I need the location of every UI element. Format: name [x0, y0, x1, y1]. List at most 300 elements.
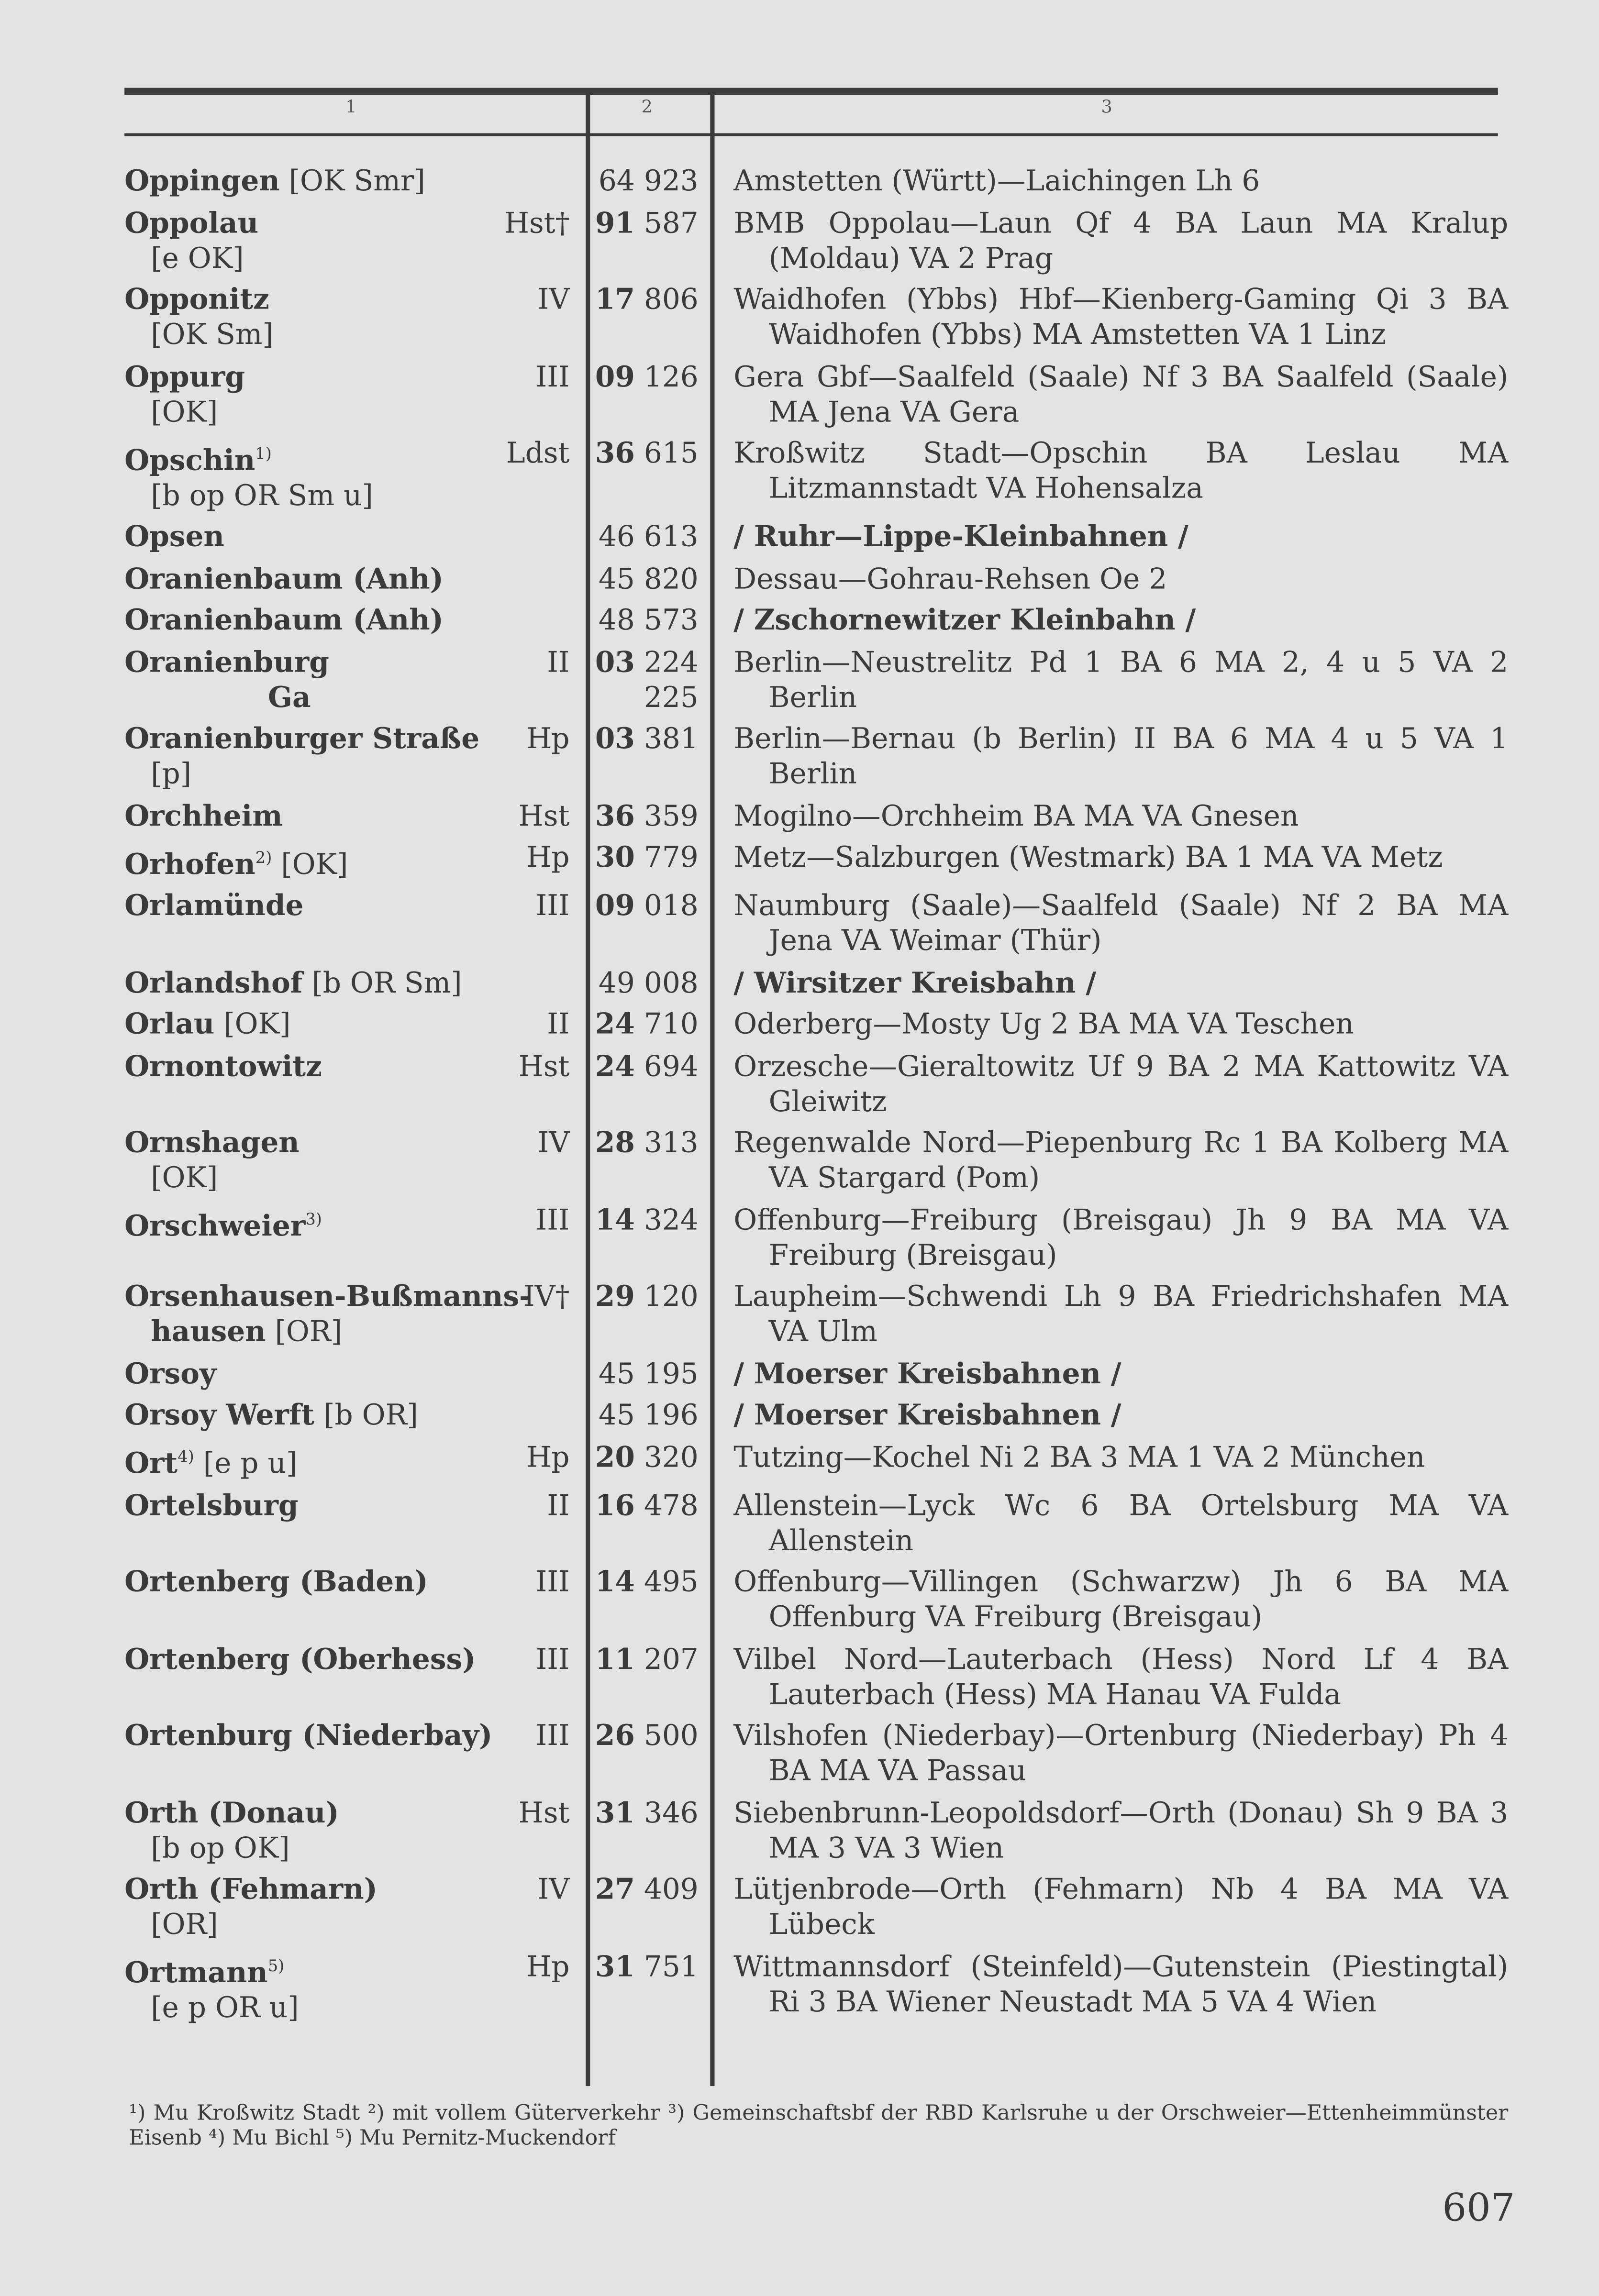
station-name-line [124, 1356, 216, 1390]
station-number-cell [581, 1356, 710, 1391]
route-cell [710, 840, 1508, 882]
station-number-suffix: 495 [644, 1565, 699, 1599]
station-name: Ornshagen [124, 1126, 300, 1159]
station-number-cell [581, 645, 710, 715]
station-number-cell [581, 1126, 710, 1196]
station-number-suffix: 018 [644, 888, 699, 923]
station-class: III [535, 359, 570, 393]
station-name: Opponitz [124, 282, 269, 317]
station-number-cell [581, 1007, 710, 1042]
table-row [124, 645, 1508, 715]
station-note: [e p u] [203, 1446, 298, 1480]
route-description: Waidhofen (Ybbs) Hbf—Kienberg-Gaming Qi 3 BA Waidhofen (Ybbs) MA Amstetten VA 1 Linz [733, 282, 1509, 352]
route-cell [710, 1565, 1508, 1635]
station-sub-line [124, 478, 581, 513]
station-name-line [124, 519, 224, 553]
route-description: Kroßwitz Stadt—Opschin BA Leslau MA Litzmannstadt VA Hohensalza [733, 436, 1509, 505]
station-class: III [535, 1642, 570, 1676]
station-cell [124, 603, 581, 638]
station-name-line [124, 1565, 428, 1599]
station-name-line [124, 847, 348, 880]
station-number-suffix: 196 [644, 1398, 699, 1432]
table-row [124, 965, 1508, 1000]
route-description: Wittmannsdorf (Steinfeld)—Gutenstein (Piestingtal) Ri 3 BA Wiener Neustadt MA 5 VA 4 Wien [733, 1949, 1509, 2018]
station-name: Orchheim [124, 798, 283, 832]
station-number [595, 436, 699, 470]
station-cell [124, 164, 581, 199]
station-number-prefix: 64 [598, 164, 635, 198]
table-row [124, 164, 1508, 199]
station-name-line [124, 443, 272, 476]
station-number-cell [581, 840, 710, 882]
station-name-line [124, 283, 269, 316]
table-row [124, 1398, 1508, 1433]
route-cell [710, 519, 1508, 554]
route-description: Naumburg (Saale)—Saalfeld (Saale) Nf 2 BA MA Jena VA Weimar (Thür) [733, 888, 1509, 958]
station-number-cell [581, 1565, 710, 1635]
route-cell [710, 798, 1508, 833]
station-number [595, 1203, 699, 1236]
station-name: Ortenburg (Niederbay) [124, 1718, 493, 1753]
station-sub-line [124, 757, 581, 792]
station-number-prefix: 09 [595, 888, 635, 923]
table-row [124, 1796, 1508, 1866]
station-number-suffix: 779 [644, 840, 699, 874]
table-row [124, 562, 1508, 596]
route-cell [710, 436, 1508, 513]
station-name-line [124, 722, 479, 755]
table-row [124, 1565, 1508, 1635]
route-cell [710, 164, 1508, 199]
station-number-cell [581, 283, 710, 353]
station-number [595, 798, 699, 832]
route-description: Gera Gbf—Saalfeld (Saale) Nf 3 BA Saalfeld (Saale) MA Jena VA Gera [733, 359, 1509, 429]
station-number-prefix: 11 [595, 1642, 635, 1676]
table-row [124, 1949, 1508, 2026]
station-note: [b OR Sm] [311, 965, 462, 999]
station-number-cell [581, 1049, 710, 1119]
station-cell [124, 1488, 581, 1558]
route-cell [710, 1642, 1508, 1712]
station-name: Orth (Donau) [124, 1795, 339, 1829]
station-number-prefix: 17 [595, 282, 635, 317]
station-name: Orhofen [124, 847, 255, 881]
station-name: Ort [124, 1446, 178, 1480]
station-note: [OK Sm] [151, 318, 274, 352]
station-number-suffix: 324 [644, 1203, 699, 1236]
station-number-cell [581, 436, 710, 513]
table-row [124, 1872, 1508, 1943]
table-row [124, 283, 1508, 353]
station-note: [OK] [223, 1007, 291, 1041]
station-number-prefix: 91 [595, 205, 635, 240]
station-cell [124, 722, 581, 792]
station-sub-line [124, 1908, 581, 1943]
top-rule [124, 88, 1498, 95]
station-name: Ornontowitz [124, 1049, 322, 1083]
station-number-prefix: 09 [595, 359, 635, 393]
station-number [595, 722, 699, 755]
station-number [595, 1949, 699, 1983]
station-name-line [124, 1956, 284, 1989]
station-number-suffix: 381 [644, 721, 699, 756]
route-description: / Wirsitzer Kreisbahn / [733, 965, 1097, 999]
station-cell [124, 1565, 581, 1635]
station-number [595, 1565, 699, 1599]
route-description: Tutzing—Kochel Ni 2 BA 3 MA 1 VA 2 München [733, 1439, 1425, 1474]
footnote-ref: 1) [255, 443, 272, 463]
station-name: Oppingen [124, 164, 280, 198]
route-cell [710, 1126, 1508, 1196]
station-number [595, 1796, 699, 1829]
station-number-prefix: 14 [595, 1565, 635, 1599]
station-number-suffix: 806 [644, 282, 699, 317]
footnote-ref: 2) [255, 847, 272, 867]
route-description: Offenburg—Villingen (Schwarzw) Jh 6 BA MA Offenburg VA Freiburg (Breisgau) [733, 1565, 1509, 1634]
station-number [595, 1049, 699, 1082]
station-class: III [535, 888, 570, 923]
station-cell [124, 1280, 581, 1350]
route-cell [710, 206, 1508, 276]
station-name-line [124, 645, 329, 678]
station-name: Oranienburger Straße [124, 721, 480, 756]
station-class: IV [537, 1872, 570, 1906]
station-class: III [535, 1565, 570, 1599]
station-cell [124, 645, 581, 715]
route-description: Amstetten (Württ)—Laichingen Lh 6 [733, 164, 1260, 198]
station-number-cell [581, 722, 710, 792]
station-sub-line [124, 1991, 581, 2026]
station-cell [124, 206, 581, 276]
station-name-line [124, 1007, 290, 1041]
route-cell [710, 889, 1508, 959]
route-description: Laupheim—Schwendi Lh 9 BA Friedrichshafen MA VA Ulm [733, 1279, 1509, 1348]
station-number-suffix-alt: 225 [644, 680, 699, 714]
station-name-line [124, 1398, 418, 1432]
station-class: Hp [526, 1439, 570, 1474]
station-cell [124, 283, 581, 353]
station-number-prefix: 31 [595, 1949, 635, 1983]
station-name: Orth (Fehmarn) [124, 1872, 378, 1906]
station-name: Orlandshof [124, 965, 303, 999]
station-name: Orlau [124, 1007, 215, 1041]
station-number-prefix: 24 [595, 1007, 635, 1041]
station-number-cell [581, 164, 710, 199]
station-class: II [547, 645, 570, 679]
station-number-cell [581, 1280, 710, 1350]
station-class: Hst [518, 1049, 570, 1083]
station-name-line [124, 1796, 339, 1829]
station-number-prefix: 26 [595, 1718, 635, 1753]
station-name-line [124, 206, 258, 239]
station-number [599, 1356, 699, 1390]
station-class: III [535, 1203, 570, 1236]
station-number-suffix: 573 [644, 603, 699, 637]
station-name-line [124, 359, 245, 393]
station-number-prefix: 24 [595, 1049, 635, 1083]
station-number-cell [581, 562, 710, 596]
station-number-prefix: 45 [598, 1356, 635, 1390]
station-note: [OK] [151, 1160, 218, 1195]
station-number [595, 1872, 699, 1906]
station-cell [124, 359, 581, 430]
station-note: [OK] [151, 394, 218, 429]
route-description: Oderberg—Mosty Ug 2 BA MA VA Teschen [733, 1007, 1354, 1041]
station-number-prefix: 49 [598, 965, 635, 999]
station-note: [OR] [275, 1314, 343, 1348]
table-row [124, 519, 1508, 554]
station-cell [124, 1049, 581, 1119]
station-number-cell [581, 1949, 710, 2026]
table-row [124, 889, 1508, 959]
route-cell [710, 722, 1508, 792]
station-class: Hst [518, 1795, 570, 1829]
column-header-2: 2 [641, 96, 653, 117]
table-row [124, 1280, 1508, 1350]
station-number [595, 840, 699, 874]
station-note: [p] [151, 757, 192, 791]
station-number [595, 1280, 699, 1313]
route-cell [710, 1488, 1508, 1558]
station-name-line [124, 1446, 297, 1480]
station-number-suffix: 359 [644, 798, 699, 832]
table-row [124, 359, 1508, 430]
route-description: Regenwalde Nord—Piepenburg Rc 1 BA Kolberg MA VA Stargard (Pom) [733, 1126, 1509, 1195]
station-cell [124, 889, 581, 959]
station-name-line [124, 1209, 322, 1243]
station-number-prefix: 14 [595, 1203, 635, 1236]
station-number [599, 164, 699, 198]
station-number [599, 965, 699, 999]
station-name-cont: Ga [268, 680, 311, 714]
footnote-ref: 3) [305, 1210, 322, 1229]
station-number-suffix: 195 [644, 1356, 699, 1390]
station-sub-line [124, 1161, 581, 1196]
route-cell [710, 603, 1508, 638]
station-table [124, 164, 1508, 2033]
station-number-suffix: 694 [644, 1049, 699, 1083]
table-row [124, 1356, 1508, 1391]
station-cell [124, 1126, 581, 1196]
station-class: Hp [526, 1949, 570, 1983]
station-number [595, 1440, 699, 1473]
table-row [124, 1203, 1508, 1273]
station-class: Hst [518, 798, 570, 832]
station-number-cell [581, 519, 710, 554]
station-note: [b OR] [323, 1398, 418, 1432]
station-class: II [547, 1488, 570, 1522]
station-name-line [124, 965, 462, 999]
route-description: Siebenbrunn-Leopoldsdorf—Orth (Donau) Sh 9 BA 3 MA 3 VA 3 Wien [733, 1795, 1509, 1865]
route-cell [710, 359, 1508, 430]
station-number-cell [581, 603, 710, 638]
station-name: Orsenhausen-Bußmanns- [124, 1279, 531, 1314]
route-description: / Moerser Kreisbahnen / [733, 1356, 1122, 1390]
route-cell [710, 283, 1508, 353]
header-rule [124, 133, 1498, 136]
station-number [599, 1398, 699, 1432]
table-row [124, 722, 1508, 792]
route-cell [710, 1007, 1508, 1042]
route-cell [710, 1203, 1508, 1273]
station-number-cell [581, 1440, 710, 1481]
station-number-suffix: 320 [644, 1439, 699, 1474]
station-number [595, 1719, 699, 1752]
station-number-prefix: 20 [595, 1439, 635, 1474]
station-note: [OR] [151, 1907, 218, 1942]
station-name-line [124, 1280, 531, 1313]
station-number-prefix: 28 [595, 1126, 635, 1159]
station-cell [124, 798, 581, 833]
station-name-line [124, 1126, 300, 1159]
station-number-suffix: 478 [644, 1488, 699, 1522]
station-number-cell [581, 889, 710, 959]
station-number-cell [581, 1642, 710, 1712]
station-name-cont: hausen [151, 1314, 266, 1348]
station-cell [124, 519, 581, 554]
station-cell [124, 1398, 581, 1433]
station-name: Ortenberg (Oberhess) [124, 1642, 476, 1676]
station-cell [124, 1007, 581, 1042]
route-description: / Moerser Kreisbahnen / [733, 1398, 1122, 1432]
station-number-cell [581, 1796, 710, 1866]
station-name: Ortelsburg [124, 1488, 299, 1522]
station-class: Hst† [504, 205, 570, 240]
table-row [124, 798, 1508, 833]
station-sub-line [124, 1831, 581, 1866]
station-sub-line [124, 680, 581, 715]
station-cell [124, 1642, 581, 1712]
station-name: Orschweier [124, 1209, 306, 1243]
station-name: Oppurg [124, 359, 245, 393]
station-number [595, 645, 699, 678]
station-name: Oranienburg [124, 645, 329, 679]
station-cell [124, 1203, 581, 1273]
station-number-suffix: 710 [644, 1007, 699, 1041]
station-number [599, 562, 699, 595]
station-cell [124, 562, 581, 596]
route-description: BMB Oppolau—Laun Qf 4 BA Laun MA Kralup (Moldau) VA 2 Prag [733, 205, 1509, 275]
station-number-suffix: 120 [644, 1279, 699, 1314]
station-sub-line [124, 395, 581, 430]
route-description: / Ruhr—Lippe-Kleinbahnen / [733, 519, 1188, 553]
station-number-prefix: 45 [598, 1398, 635, 1432]
station-sub-line [124, 318, 581, 353]
column-header-3: 3 [1101, 96, 1112, 117]
station-note: [OK] [281, 847, 348, 881]
station-number-suffix: 751 [644, 1949, 699, 1983]
station-class: Hp [526, 840, 570, 874]
station-number-cell [581, 1719, 710, 1789]
table-row [124, 603, 1508, 638]
station-name-line [124, 603, 444, 637]
route-cell [710, 1440, 1508, 1481]
station-name: Oranienbaum (Anh) [124, 603, 444, 637]
station-note: [e p OR u] [151, 1991, 299, 2025]
station-number-suffix: 587 [644, 205, 699, 240]
station-number-cell [581, 1488, 710, 1558]
station-number-suffix: 409 [644, 1872, 699, 1906]
station-class: III [535, 1718, 570, 1753]
route-cell [710, 1280, 1508, 1350]
station-cell [124, 1440, 581, 1481]
table-row [124, 1007, 1508, 1042]
station-cell [124, 840, 581, 882]
station-cell [124, 1872, 581, 1943]
route-cell [710, 1719, 1508, 1789]
station-number-suffix: 613 [644, 519, 699, 553]
station-number-prefix: 03 [595, 721, 635, 756]
station-number-prefix: 36 [595, 798, 635, 832]
table-row [124, 840, 1508, 882]
column-header-1: 1 [345, 96, 357, 117]
route-description: Lütjenbrode—Orth (Fehmarn) Nb 4 BA MA VA Lübeck [733, 1872, 1509, 1942]
route-description: Orzesche—Gieraltowitz Uf 9 BA 2 MA Kattowitz VA Gleiwitz [733, 1049, 1509, 1118]
station-number [599, 519, 699, 553]
station-name: Orlamünde [124, 888, 304, 923]
station-number [595, 1007, 699, 1041]
table-row [124, 1126, 1508, 1196]
route-cell [710, 1398, 1508, 1433]
station-name-line [124, 164, 425, 198]
station-number-suffix: 615 [644, 436, 699, 470]
route-cell [710, 645, 1508, 715]
table-row [124, 1642, 1508, 1712]
footnotes: ¹) Mu Kroßwitz Stadt ²) mit vollem Güterverkehr ³) Gemeinschaftsbf der RBD Karlsruhe u der Orschweier—Ettenheimmünster Eisenb ⁴) Mu Bichl ⁵) Mu Pernitz-Muckendorf [129, 2102, 1509, 2151]
station-number-suffix: 008 [644, 965, 699, 999]
station-name-line [124, 889, 303, 922]
table-row [124, 436, 1508, 513]
station-number [595, 206, 699, 239]
table-row [124, 1719, 1508, 1789]
station-number [595, 1642, 699, 1675]
route-description: Metz—Salzburgen (Westmark) BA 1 MA VA Metz [733, 840, 1443, 874]
station-sub-line [124, 241, 581, 276]
station-cell [124, 1796, 581, 1866]
station-number-prefix: 45 [598, 561, 635, 596]
station-number [595, 889, 699, 922]
station-note: [OK Smr] [289, 164, 425, 198]
station-sub-line [124, 1314, 581, 1349]
station-note: [b op OR Sm u] [151, 478, 373, 512]
station-name: Oranienbaum (Anh) [124, 561, 444, 596]
station-number [595, 1126, 699, 1159]
station-name-line [124, 562, 444, 595]
station-number-prefix: 31 [595, 1795, 635, 1829]
station-name: Ortmann [124, 1955, 268, 1990]
station-name: Oppolau [124, 205, 259, 240]
station-class: II [547, 1007, 570, 1041]
station-name: Orsoy Werft [124, 1398, 315, 1432]
station-number-suffix: 923 [644, 164, 699, 198]
station-number-cell [581, 359, 710, 430]
station-number-cell [581, 1872, 710, 1943]
station-cell [124, 1949, 581, 2026]
station-number-suffix: 346 [644, 1795, 699, 1829]
route-description: Vilbel Nord—Lauterbach (Hess) Nord Lf 4 BA Lauterbach (Hess) MA Hanau VA Fulda [733, 1642, 1509, 1711]
table-row [124, 1488, 1508, 1558]
route-description: Offenburg—Freiburg (Breisgau) Jh 9 BA MA VA Freiburg (Breisgau) [733, 1203, 1509, 1271]
route-description: Allenstein—Lyck Wc 6 BA Ortelsburg MA VA Allenstein [733, 1488, 1509, 1557]
station-name-line [124, 1642, 476, 1675]
station-number-cell [581, 965, 710, 1000]
station-number-prefix: 03 [595, 645, 635, 679]
station-name: Ortenberg (Baden) [124, 1565, 428, 1599]
station-number-prefix: 29 [595, 1279, 635, 1314]
route-cell [710, 1872, 1508, 1943]
station-number-suffix: 207 [644, 1642, 699, 1676]
station-number-prefix: 27 [595, 1872, 635, 1906]
